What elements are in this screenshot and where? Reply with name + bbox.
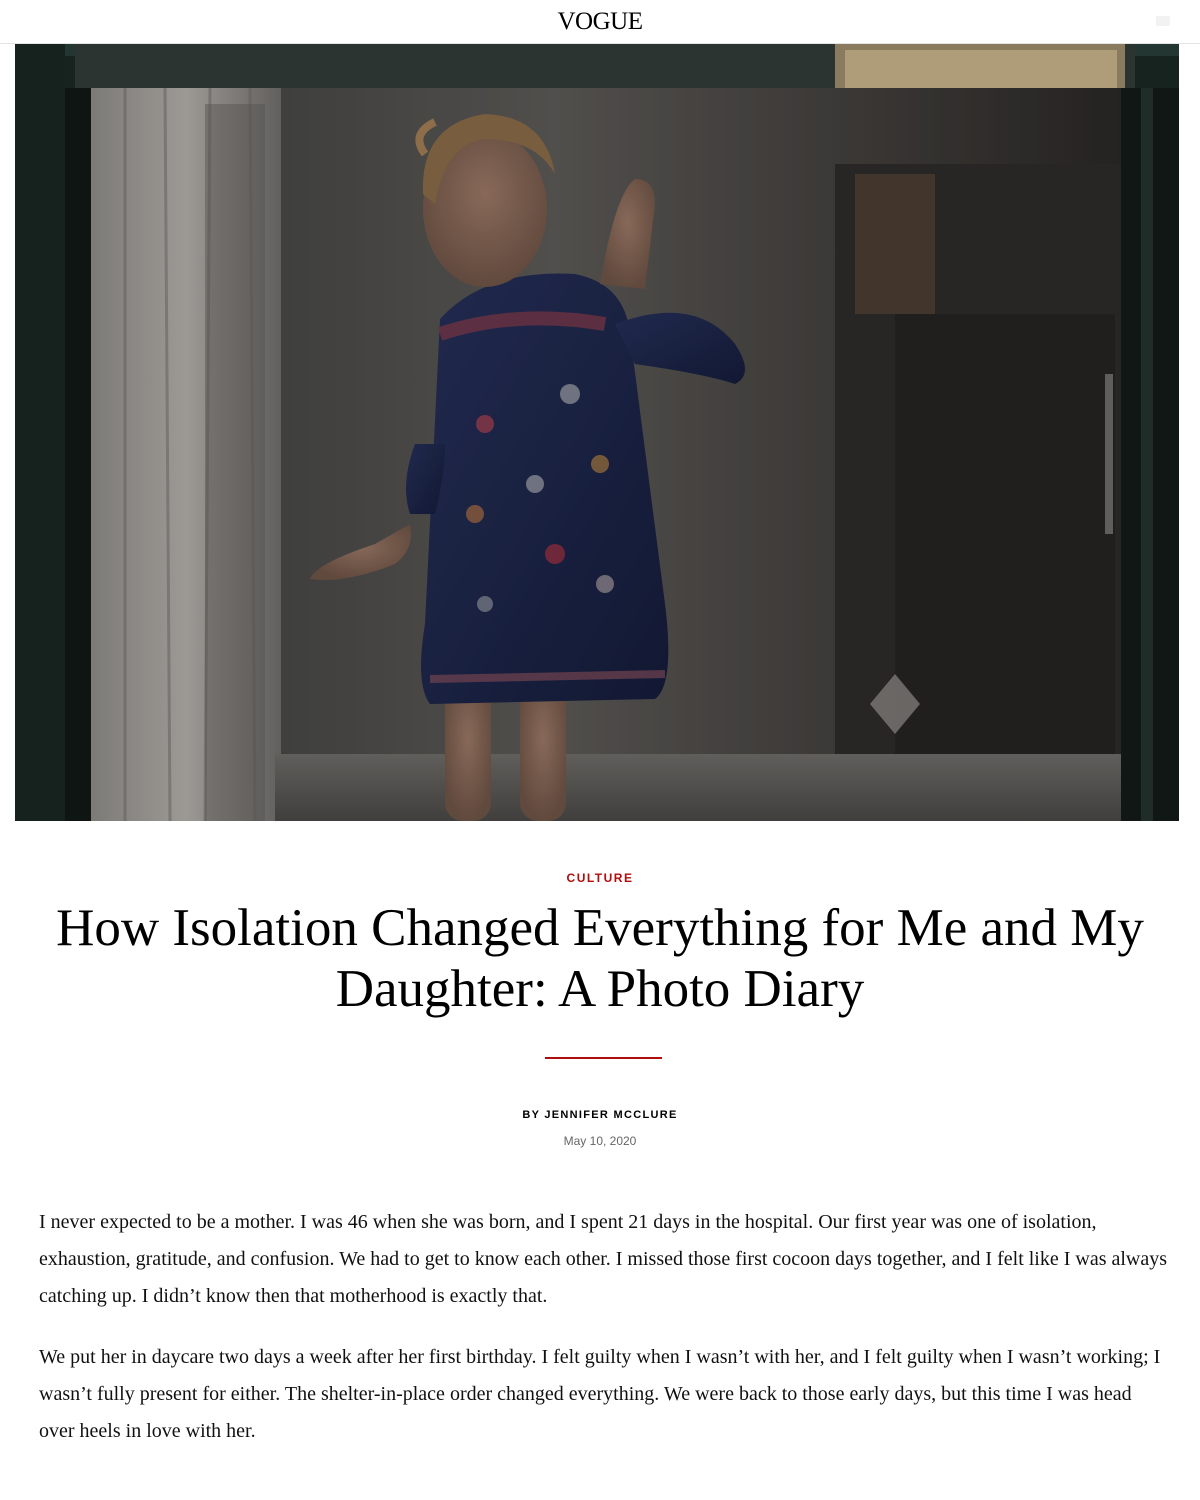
site-header	[0, 0, 1200, 44]
hero-photo-illustration	[15, 44, 1179, 821]
article-body	[39, 1204, 1169, 1474]
article-paragraph: I never expected to be a mother. I was 46 when she was born, and I spent 21 days in the hospital. Our first year was one of isolation, exhaustion, gratitude, and confusion. We had to get to know each other. I missed those first cocoon days together, and I felt like I was always catching up. I didn’t know then that motherhood is exactly that.	[39, 1211, 1168, 1307]
menu-icon[interactable]	[1156, 16, 1170, 26]
article-paragraph: We put her in daycare two days a week after her first birthday. I felt guilty when I wasn’t with her, and I felt guilty when I wasn’t working; I wasn’t fully present for either. The shelter-in-place order changed everything. We were back to those early days, but this time I was head over heels in love with her.	[39, 1346, 1161, 1442]
vogue-logo[interactable]: VOGUE	[557, 8, 643, 35]
article-rubric[interactable]: CULTURE	[566, 871, 634, 885]
headline-divider	[545, 1057, 662, 1059]
article-byline[interactable]: BY JENNIFER MCCLURE	[522, 1109, 678, 1121]
article-date: May 10, 2020	[563, 1134, 637, 1148]
hero-photo	[15, 44, 1179, 821]
article-headline: How Isolation Changed Everything for Me and My Daughter: A Photo Diary	[56, 899, 1144, 1018]
